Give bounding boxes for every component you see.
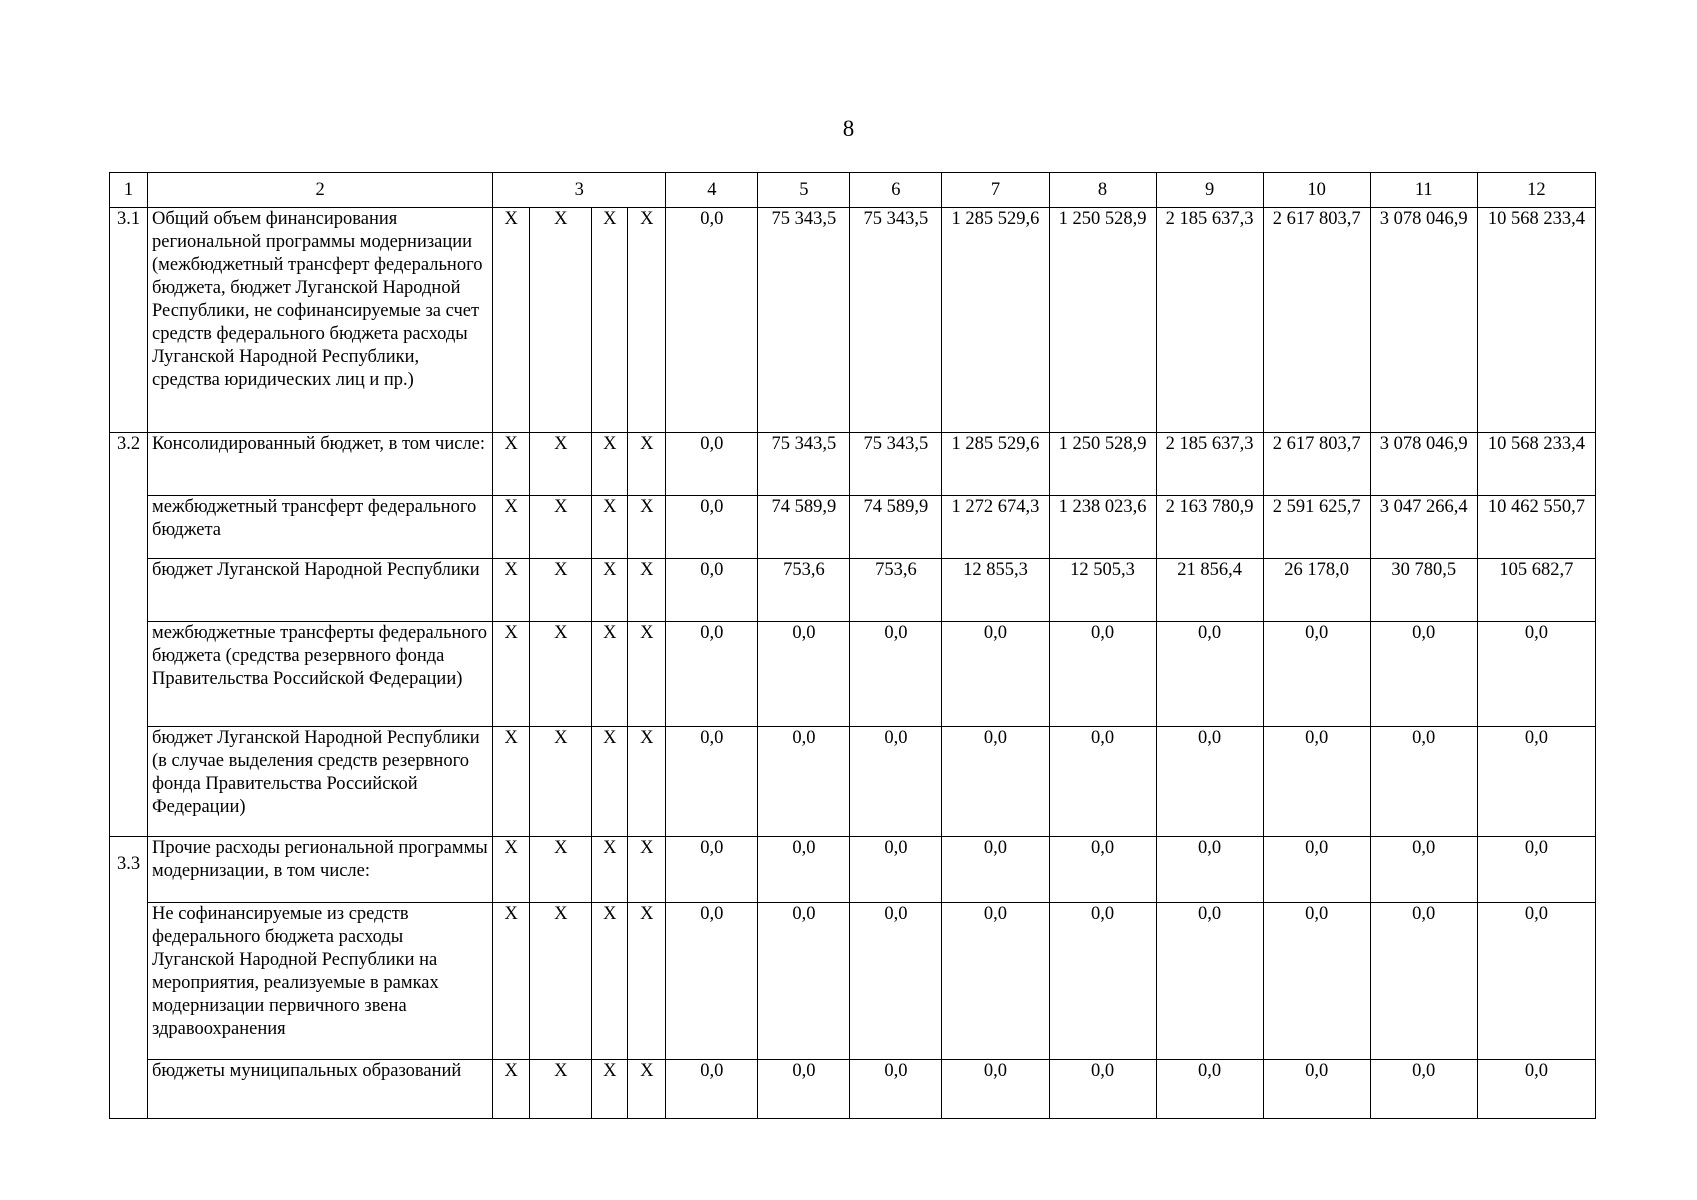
value-cell: 0,0 [758, 837, 850, 903]
value-cell: 0,0 [666, 433, 758, 496]
header-cell: 6 [850, 173, 942, 208]
value-cell: 0,0 [1370, 903, 1477, 1060]
value-cell: 0,0 [666, 1060, 758, 1119]
value-cell: 0,0 [666, 903, 758, 1060]
value-cell: 0,0 [1156, 622, 1263, 727]
x-mark: X [628, 559, 666, 622]
value-cell: 1 285 529,6 [942, 208, 1049, 433]
value-cell: 0,0 [1370, 1060, 1477, 1119]
value-cell: 0,0 [1263, 1060, 1370, 1119]
value-cell: 10 462 550,7 [1477, 496, 1595, 559]
x-mark: X [628, 433, 666, 496]
value-cell: 0,0 [666, 208, 758, 433]
table-row [110, 1060, 1596, 1119]
x-mark: X [493, 622, 530, 727]
value-cell: 0,0 [942, 727, 1049, 837]
header-cell: 9 [1156, 173, 1263, 208]
value-cell: 12 855,3 [942, 559, 1049, 622]
value-cell: 105 682,7 [1477, 559, 1595, 622]
row-description: бюджет Луганской Народной Республики (в случае выделения средств резервного фонда Правительства Российской Федерации) [148, 727, 493, 837]
row-number: 3.2 [110, 433, 148, 496]
value-cell: 0,0 [666, 622, 758, 727]
table-row [110, 208, 1596, 433]
row-description: бюджеты муниципальных образований [148, 1060, 493, 1119]
row-description: Общий объем финансирования региональной программы модернизации (межбюджетный трансферт федерального бюджета, бюджет Луганской Народной Республики, не софинансируемые за счет средств федерального бюджета расходы Луганской Народной Республики, средства юридических лиц и пр.) [148, 208, 493, 433]
value-cell: 21 856,4 [1156, 559, 1263, 622]
table-row [110, 903, 1596, 1060]
x-mark: X [493, 208, 530, 433]
value-cell: 0,0 [1263, 837, 1370, 903]
value-cell: 75 343,5 [758, 208, 850, 433]
row-description: Не софинансируемые из средств федерального бюджета расходы Луганской Народной Республики на мероприятия, реализуемые в рамках модернизации первичного звена здравоохранения [148, 903, 493, 1060]
value-cell: 0,0 [942, 1060, 1049, 1119]
x-mark: X [628, 622, 666, 727]
value-cell: 30 780,5 [1370, 559, 1477, 622]
value-cell: 2 163 780,9 [1156, 496, 1263, 559]
x-mark: X [592, 837, 628, 903]
value-cell: 0,0 [850, 903, 942, 1060]
value-cell: 74 589,9 [758, 496, 850, 559]
financing-table [109, 172, 1596, 1119]
value-cell: 0,0 [1156, 903, 1263, 1060]
header-cell: 12 [1477, 173, 1595, 208]
header-cell: 3 [493, 173, 666, 208]
value-cell: 0,0 [1477, 837, 1595, 903]
value-cell: 0,0 [850, 622, 942, 727]
header-cell: 2 [148, 173, 493, 208]
value-cell: 10 568 233,4 [1477, 208, 1595, 433]
x-mark: X [592, 903, 628, 1060]
row-number: 3.1 [110, 208, 148, 433]
row-number [110, 903, 148, 1060]
value-cell: 0,0 [758, 903, 850, 1060]
x-mark: X [628, 496, 666, 559]
value-cell: 753,6 [850, 559, 942, 622]
table-row [110, 559, 1596, 622]
row-number [110, 622, 148, 727]
value-cell: 2 185 637,3 [1156, 208, 1263, 433]
value-cell: 0,0 [1263, 903, 1370, 1060]
value-cell: 1 250 528,9 [1049, 208, 1156, 433]
row-number [110, 1060, 148, 1119]
header-cell: 10 [1263, 173, 1370, 208]
value-cell: 0,0 [1049, 727, 1156, 837]
value-cell: 3 078 046,9 [1370, 433, 1477, 496]
value-cell: 753,6 [758, 559, 850, 622]
x-mark: X [592, 433, 628, 496]
row-description: бюджет Луганской Народной Республики [148, 559, 493, 622]
value-cell: 1 272 674,3 [942, 496, 1049, 559]
x-mark: X [530, 727, 592, 837]
value-cell: 0,0 [942, 903, 1049, 1060]
value-cell: 0,0 [1477, 903, 1595, 1060]
x-mark: X [592, 1060, 628, 1119]
value-cell: 2 591 625,7 [1263, 496, 1370, 559]
value-cell: 75 343,5 [758, 433, 850, 496]
header-cell: 5 [758, 173, 850, 208]
x-mark: X [493, 1060, 530, 1119]
table-row [110, 622, 1596, 727]
row-number [110, 727, 148, 837]
value-cell: 74 589,9 [850, 496, 942, 559]
value-cell: 1 285 529,6 [942, 433, 1049, 496]
value-cell: 0,0 [1370, 727, 1477, 837]
value-cell: 75 343,5 [850, 208, 942, 433]
value-cell: 0,0 [1156, 1060, 1263, 1119]
x-mark: X [530, 496, 592, 559]
value-cell: 0,0 [758, 1060, 850, 1119]
row-description: межбюджетный трансферт федерального бюджета [148, 496, 493, 559]
x-mark: X [530, 433, 592, 496]
x-mark: X [530, 622, 592, 727]
value-cell: 0,0 [1263, 727, 1370, 837]
value-cell: 0,0 [1049, 1060, 1156, 1119]
value-cell: 0,0 [758, 727, 850, 837]
value-cell: 0,0 [1370, 837, 1477, 903]
x-mark: X [530, 903, 592, 1060]
header-cell: 7 [942, 173, 1049, 208]
x-mark: X [493, 837, 530, 903]
x-mark: X [530, 1060, 592, 1119]
value-cell: 0,0 [666, 559, 758, 622]
x-mark: X [592, 208, 628, 433]
value-cell: 26 178,0 [1263, 559, 1370, 622]
value-cell: 2 617 803,7 [1263, 433, 1370, 496]
value-cell: 0,0 [666, 727, 758, 837]
table-row [110, 727, 1596, 837]
header-cell: 4 [666, 173, 758, 208]
value-cell: 1 250 528,9 [1049, 433, 1156, 496]
x-mark: X [628, 727, 666, 837]
value-cell: 0,0 [850, 1060, 942, 1119]
row-number [110, 559, 148, 622]
page-number: 8 [842, 116, 855, 141]
x-mark: X [493, 433, 530, 496]
x-mark: X [493, 559, 530, 622]
x-mark: X [493, 903, 530, 1060]
value-cell: 0,0 [666, 837, 758, 903]
value-cell: 0,0 [1477, 727, 1595, 837]
header-cell: 8 [1049, 173, 1156, 208]
value-cell: 0,0 [758, 622, 850, 727]
row-number: 3.3 [110, 837, 148, 903]
value-cell: 0,0 [1049, 903, 1156, 1060]
value-cell: 0,0 [666, 496, 758, 559]
x-mark: X [493, 496, 530, 559]
x-mark: X [530, 837, 592, 903]
header-row [110, 173, 1596, 208]
value-cell: 0,0 [1156, 837, 1263, 903]
x-mark: X [592, 622, 628, 727]
value-cell: 0,0 [1156, 727, 1263, 837]
row-description: Консолидированный бюджет, в том числе: [148, 433, 493, 496]
x-mark: X [592, 559, 628, 622]
x-mark: X [628, 837, 666, 903]
value-cell: 0,0 [850, 837, 942, 903]
value-cell: 0,0 [1049, 622, 1156, 727]
value-cell: 2 185 637,3 [1156, 433, 1263, 496]
x-mark: X [493, 727, 530, 837]
value-cell: 0,0 [1049, 837, 1156, 903]
header-cell: 11 [1370, 173, 1477, 208]
x-mark: X [530, 208, 592, 433]
x-mark: X [592, 496, 628, 559]
x-mark: X [592, 727, 628, 837]
row-description: Прочие расходы региональной программы модернизации, в том числе: [148, 837, 493, 903]
row-number [110, 496, 148, 559]
value-cell: 1 238 023,6 [1049, 496, 1156, 559]
value-cell: 0,0 [850, 727, 942, 837]
value-cell: 2 617 803,7 [1263, 208, 1370, 433]
value-cell: 0,0 [1477, 1060, 1595, 1119]
header-cell: 1 [110, 173, 148, 208]
value-cell: 0,0 [942, 837, 1049, 903]
value-cell: 3 078 046,9 [1370, 208, 1477, 433]
row-description: межбюджетные трансферты федерального бюджета (средства резервного фонда Правительства Российской Федерации) [148, 622, 493, 727]
value-cell: 10 568 233,4 [1477, 433, 1595, 496]
table-row [110, 837, 1596, 903]
x-mark: X [530, 559, 592, 622]
table-row [110, 496, 1596, 559]
x-mark: X [628, 1060, 666, 1119]
value-cell: 75 343,5 [850, 433, 942, 496]
x-mark: X [628, 208, 666, 433]
value-cell: 0,0 [1370, 622, 1477, 727]
value-cell: 0,0 [942, 622, 1049, 727]
value-cell: 3 047 266,4 [1370, 496, 1477, 559]
value-cell: 12 505,3 [1049, 559, 1156, 622]
x-mark: X [628, 903, 666, 1060]
table-row [110, 433, 1596, 496]
value-cell: 0,0 [1477, 622, 1595, 727]
value-cell: 0,0 [1263, 622, 1370, 727]
